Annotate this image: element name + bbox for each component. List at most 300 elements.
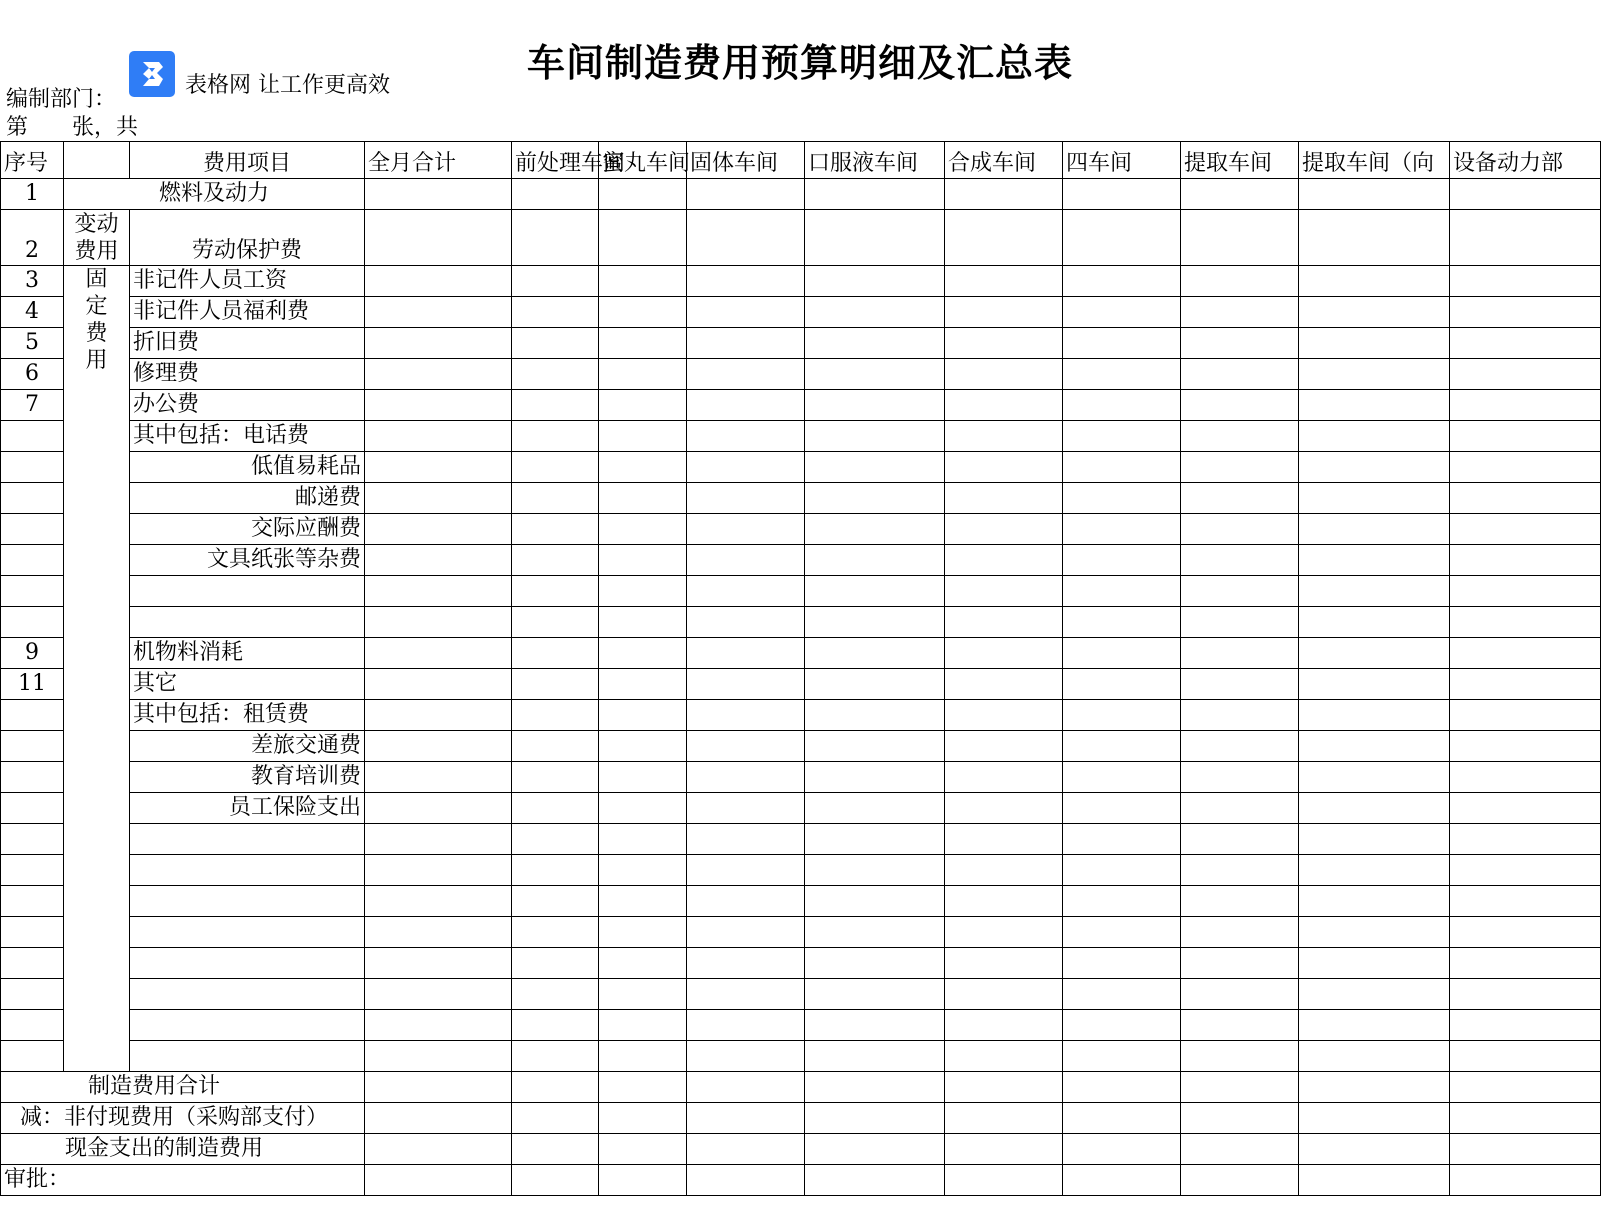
table-cell[interactable]: [1450, 359, 1601, 390]
table-cell[interactable]: [512, 514, 599, 545]
table-cell[interactable]: [945, 390, 1063, 421]
table-cell[interactable]: [1299, 1010, 1450, 1041]
table-cell[interactable]: [512, 824, 599, 855]
table-cell[interactable]: [1450, 948, 1601, 979]
table-cell[interactable]: [805, 1041, 945, 1072]
table-cell[interactable]: [1063, 1165, 1181, 1196]
table-cell[interactable]: [687, 1041, 805, 1072]
table-cell[interactable]: [1450, 390, 1601, 421]
table-cell[interactable]: [687, 1134, 805, 1165]
table-cell[interactable]: [1299, 1134, 1450, 1165]
table-cell[interactable]: [1450, 1165, 1601, 1196]
table-cell[interactable]: [365, 545, 512, 576]
table-cell[interactable]: [945, 886, 1063, 917]
table-cell[interactable]: [365, 948, 512, 979]
table-cell[interactable]: [1181, 210, 1299, 266]
table-cell[interactable]: [687, 545, 805, 576]
table-cell[interactable]: [1063, 1134, 1181, 1165]
table-cell[interactable]: [945, 297, 1063, 328]
table-cell[interactable]: [687, 452, 805, 483]
table-cell[interactable]: [805, 979, 945, 1010]
table-cell[interactable]: [599, 1103, 687, 1134]
table-cell[interactable]: [1450, 1103, 1601, 1134]
table-cell[interactable]: [1063, 700, 1181, 731]
table-cell[interactable]: [945, 700, 1063, 731]
table-cell[interactable]: [1, 452, 64, 483]
table-cell[interactable]: [1299, 297, 1450, 328]
table-cell[interactable]: [945, 514, 1063, 545]
table-cell[interactable]: [1299, 576, 1450, 607]
table-cell[interactable]: [1063, 390, 1181, 421]
table-cell[interactable]: [365, 855, 512, 886]
table-cell[interactable]: [1450, 917, 1601, 948]
table-cell[interactable]: [1063, 979, 1181, 1010]
table-cell[interactable]: [1299, 793, 1450, 824]
table-cell[interactable]: [130, 1041, 365, 1072]
table-cell[interactable]: [687, 179, 805, 210]
table-cell[interactable]: [599, 917, 687, 948]
table-cell[interactable]: [1, 793, 64, 824]
table-cell[interactable]: [1063, 762, 1181, 793]
table-cell[interactable]: [1, 421, 64, 452]
table-cell[interactable]: [365, 452, 512, 483]
table-cell[interactable]: [599, 855, 687, 886]
table-cell[interactable]: [1450, 607, 1601, 638]
table-cell[interactable]: [512, 1072, 599, 1103]
table-cell[interactable]: [805, 1103, 945, 1134]
table-cell[interactable]: [1450, 483, 1601, 514]
table-cell[interactable]: [805, 1165, 945, 1196]
table-cell[interactable]: [805, 452, 945, 483]
table-cell[interactable]: [1063, 179, 1181, 210]
table-cell[interactable]: [1063, 266, 1181, 297]
table-cell[interactable]: [365, 1165, 512, 1196]
table-cell[interactable]: [687, 669, 805, 700]
table-cell[interactable]: [945, 266, 1063, 297]
table-cell[interactable]: [1063, 1103, 1181, 1134]
table-cell[interactable]: [1299, 855, 1450, 886]
table-cell[interactable]: [1299, 731, 1450, 762]
table-cell[interactable]: [1299, 1103, 1450, 1134]
table-cell[interactable]: [1, 948, 64, 979]
table-cell[interactable]: [687, 855, 805, 886]
table-cell[interactable]: [1181, 1165, 1299, 1196]
table-cell[interactable]: [945, 179, 1063, 210]
table-cell[interactable]: [1063, 421, 1181, 452]
table-cell[interactable]: [945, 1010, 1063, 1041]
table-cell[interactable]: [805, 514, 945, 545]
table-cell[interactable]: [1299, 762, 1450, 793]
table-cell[interactable]: [687, 607, 805, 638]
table-cell[interactable]: [130, 824, 365, 855]
table-cell[interactable]: [1, 1010, 64, 1041]
table-cell[interactable]: [599, 886, 687, 917]
table-cell[interactable]: [805, 1010, 945, 1041]
table-cell[interactable]: [512, 1010, 599, 1041]
table-cell[interactable]: [1181, 948, 1299, 979]
table-cell[interactable]: [1450, 421, 1601, 452]
table-cell[interactable]: [1, 886, 64, 917]
table-cell[interactable]: [1299, 607, 1450, 638]
table-cell[interactable]: [1181, 1072, 1299, 1103]
table-cell[interactable]: [1181, 638, 1299, 669]
table-cell[interactable]: [805, 421, 945, 452]
table-cell[interactable]: [945, 762, 1063, 793]
table-cell[interactable]: [945, 1165, 1063, 1196]
table-cell[interactable]: [687, 390, 805, 421]
table-cell[interactable]: [599, 328, 687, 359]
table-cell[interactable]: [512, 545, 599, 576]
table-cell[interactable]: [512, 607, 599, 638]
table-cell[interactable]: [1063, 638, 1181, 669]
table-cell[interactable]: [512, 1103, 599, 1134]
table-cell[interactable]: [599, 1165, 687, 1196]
table-cell[interactable]: [512, 669, 599, 700]
table-cell[interactable]: [599, 638, 687, 669]
table-cell[interactable]: [1450, 514, 1601, 545]
table-cell[interactable]: [1299, 917, 1450, 948]
table-cell[interactable]: [599, 179, 687, 210]
table-cell[interactable]: [1450, 1072, 1601, 1103]
table-cell[interactable]: [805, 328, 945, 359]
table-cell[interactable]: [1063, 545, 1181, 576]
table-cell[interactable]: [945, 979, 1063, 1010]
table-cell[interactable]: [687, 979, 805, 1010]
table-cell[interactable]: [1299, 328, 1450, 359]
table-cell[interactable]: [1063, 886, 1181, 917]
table-cell[interactable]: [599, 483, 687, 514]
table-cell[interactable]: [130, 979, 365, 1010]
table-cell[interactable]: [599, 266, 687, 297]
table-cell[interactable]: [1181, 483, 1299, 514]
table-cell[interactable]: [599, 514, 687, 545]
table-cell[interactable]: [1181, 824, 1299, 855]
table-cell[interactable]: [1063, 576, 1181, 607]
table-cell[interactable]: [1063, 483, 1181, 514]
table-cell[interactable]: [599, 1041, 687, 1072]
table-cell[interactable]: [599, 545, 687, 576]
table-cell[interactable]: [805, 762, 945, 793]
table-cell[interactable]: [512, 762, 599, 793]
table-cell[interactable]: [687, 1010, 805, 1041]
table-cell[interactable]: [805, 793, 945, 824]
table-cell[interactable]: [130, 607, 365, 638]
table-cell[interactable]: [687, 731, 805, 762]
table-cell[interactable]: [1, 917, 64, 948]
table-cell[interactable]: [945, 545, 1063, 576]
table-cell[interactable]: [1063, 731, 1181, 762]
table-cell[interactable]: [1450, 886, 1601, 917]
table-cell[interactable]: [365, 390, 512, 421]
table-cell[interactable]: [945, 1103, 1063, 1134]
table-cell[interactable]: [805, 607, 945, 638]
table-cell[interactable]: [365, 483, 512, 514]
table-cell[interactable]: [365, 731, 512, 762]
table-cell[interactable]: [599, 452, 687, 483]
table-cell[interactable]: [599, 762, 687, 793]
table-cell[interactable]: [1299, 359, 1450, 390]
table-cell[interactable]: [599, 359, 687, 390]
table-cell[interactable]: [599, 421, 687, 452]
table-cell[interactable]: [1450, 328, 1601, 359]
table-cell[interactable]: [1063, 607, 1181, 638]
table-cell[interactable]: [512, 179, 599, 210]
table-cell[interactable]: [687, 638, 805, 669]
table-cell[interactable]: [687, 1165, 805, 1196]
table-cell[interactable]: [687, 210, 805, 266]
table-cell[interactable]: [365, 1072, 512, 1103]
table-cell[interactable]: [805, 266, 945, 297]
table-cell[interactable]: [1063, 359, 1181, 390]
table-cell[interactable]: [1063, 452, 1181, 483]
table-cell[interactable]: [130, 917, 365, 948]
table-cell[interactable]: [512, 1165, 599, 1196]
table-cell[interactable]: [130, 1010, 365, 1041]
table-cell[interactable]: [1, 979, 64, 1010]
table-cell[interactable]: [945, 948, 1063, 979]
table-cell[interactable]: [1, 576, 64, 607]
table-cell[interactable]: [512, 210, 599, 266]
table-cell[interactable]: [1181, 855, 1299, 886]
table-cell[interactable]: [365, 359, 512, 390]
table-cell[interactable]: [1, 731, 64, 762]
table-cell[interactable]: [512, 452, 599, 483]
table-cell[interactable]: [1450, 297, 1601, 328]
table-cell[interactable]: [1063, 917, 1181, 948]
table-cell[interactable]: [687, 576, 805, 607]
table-cell[interactable]: [365, 328, 512, 359]
table-cell[interactable]: [945, 1041, 1063, 1072]
table-cell[interactable]: [1450, 824, 1601, 855]
table-cell[interactable]: [1450, 700, 1601, 731]
table-cell[interactable]: [805, 824, 945, 855]
table-cell[interactable]: [805, 359, 945, 390]
table-cell[interactable]: [512, 359, 599, 390]
table-cell[interactable]: [1181, 731, 1299, 762]
table-cell[interactable]: [599, 576, 687, 607]
table-cell[interactable]: [945, 793, 1063, 824]
table-cell[interactable]: [805, 1072, 945, 1103]
table-cell[interactable]: [365, 979, 512, 1010]
table-cell[interactable]: [365, 1010, 512, 1041]
table-cell[interactable]: [687, 514, 805, 545]
table-cell[interactable]: [365, 576, 512, 607]
table-cell[interactable]: [1181, 297, 1299, 328]
table-cell[interactable]: [1299, 638, 1450, 669]
table-cell[interactable]: [1299, 390, 1450, 421]
table-cell[interactable]: [599, 669, 687, 700]
table-cell[interactable]: [599, 297, 687, 328]
table-cell[interactable]: [687, 824, 805, 855]
table-cell[interactable]: [945, 328, 1063, 359]
table-cell[interactable]: [1181, 1010, 1299, 1041]
table-cell[interactable]: [805, 886, 945, 917]
table-cell[interactable]: [1181, 179, 1299, 210]
table-cell[interactable]: [512, 421, 599, 452]
table-cell[interactable]: [1181, 576, 1299, 607]
table-cell[interactable]: [1299, 948, 1450, 979]
table-cell[interactable]: [1299, 514, 1450, 545]
table-cell[interactable]: [1063, 669, 1181, 700]
table-cell[interactable]: [687, 359, 805, 390]
table-cell[interactable]: [1, 855, 64, 886]
table-cell[interactable]: [945, 917, 1063, 948]
table-cell[interactable]: [365, 1134, 512, 1165]
table-cell[interactable]: [1, 1041, 64, 1072]
table-cell[interactable]: [805, 948, 945, 979]
table-cell[interactable]: [1181, 1103, 1299, 1134]
table-cell[interactable]: [1299, 179, 1450, 210]
table-cell[interactable]: [1063, 1041, 1181, 1072]
table-cell[interactable]: [805, 855, 945, 886]
table-cell[interactable]: [365, 266, 512, 297]
table-cell[interactable]: [1063, 1010, 1181, 1041]
table-cell[interactable]: [805, 576, 945, 607]
table-cell[interactable]: [512, 328, 599, 359]
table-cell[interactable]: [512, 638, 599, 669]
table-cell[interactable]: [1450, 266, 1601, 297]
table-cell[interactable]: [805, 297, 945, 328]
table-cell[interactable]: [1450, 731, 1601, 762]
table-cell[interactable]: [1181, 359, 1299, 390]
table-cell[interactable]: [1299, 886, 1450, 917]
table-cell[interactable]: [512, 700, 599, 731]
table-cell[interactable]: [1299, 545, 1450, 576]
table-cell[interactable]: [512, 948, 599, 979]
table-cell[interactable]: [1181, 700, 1299, 731]
table-cell[interactable]: [365, 1041, 512, 1072]
table-cell[interactable]: [365, 607, 512, 638]
table-cell[interactable]: [512, 1041, 599, 1072]
table-cell[interactable]: [599, 979, 687, 1010]
table-cell[interactable]: [1181, 421, 1299, 452]
table-cell[interactable]: [512, 297, 599, 328]
table-cell[interactable]: [365, 297, 512, 328]
table-cell[interactable]: [1450, 452, 1601, 483]
table-cell[interactable]: [945, 669, 1063, 700]
table-cell[interactable]: [1063, 824, 1181, 855]
table-cell[interactable]: [365, 669, 512, 700]
table-cell[interactable]: [805, 179, 945, 210]
table-cell[interactable]: [1299, 669, 1450, 700]
table-cell[interactable]: [1450, 855, 1601, 886]
table-cell[interactable]: [365, 210, 512, 266]
table-cell[interactable]: [945, 855, 1063, 886]
table-cell[interactable]: [512, 793, 599, 824]
table-cell[interactable]: [1450, 576, 1601, 607]
table-cell[interactable]: [687, 421, 805, 452]
table-cell[interactable]: [130, 886, 365, 917]
table-cell[interactable]: [512, 1134, 599, 1165]
table-cell[interactable]: [945, 638, 1063, 669]
table-cell[interactable]: [1299, 1165, 1450, 1196]
table-cell[interactable]: [130, 855, 365, 886]
table-cell[interactable]: [365, 762, 512, 793]
table-cell[interactable]: [1299, 421, 1450, 452]
table-cell[interactable]: [687, 328, 805, 359]
table-cell[interactable]: [1299, 824, 1450, 855]
table-cell[interactable]: [1063, 855, 1181, 886]
table-cell[interactable]: [687, 1103, 805, 1134]
table-cell[interactable]: [945, 1072, 1063, 1103]
table-cell[interactable]: [599, 1010, 687, 1041]
table-cell[interactable]: [805, 917, 945, 948]
table-cell[interactable]: [1299, 483, 1450, 514]
table-cell[interactable]: [1181, 266, 1299, 297]
table-cell[interactable]: [687, 700, 805, 731]
table-cell[interactable]: [1299, 266, 1450, 297]
table-cell[interactable]: [1181, 1041, 1299, 1072]
table-cell[interactable]: [512, 483, 599, 514]
table-cell[interactable]: [1299, 452, 1450, 483]
table-cell[interactable]: [945, 483, 1063, 514]
table-cell[interactable]: [1450, 1041, 1601, 1072]
table-cell[interactable]: [1063, 514, 1181, 545]
table-cell[interactable]: [512, 917, 599, 948]
table-cell[interactable]: [512, 266, 599, 297]
table-cell[interactable]: [1299, 700, 1450, 731]
table-cell[interactable]: [512, 979, 599, 1010]
table-cell[interactable]: [1, 607, 64, 638]
table-cell[interactable]: [805, 210, 945, 266]
table-cell[interactable]: [1063, 948, 1181, 979]
table-cell[interactable]: [1181, 1134, 1299, 1165]
table-cell[interactable]: [1181, 390, 1299, 421]
table-cell[interactable]: [1, 700, 64, 731]
table-cell[interactable]: [945, 421, 1063, 452]
table-cell[interactable]: [687, 917, 805, 948]
table-cell[interactable]: [945, 576, 1063, 607]
table-cell[interactable]: [945, 607, 1063, 638]
table-cell[interactable]: [805, 731, 945, 762]
table-cell[interactable]: [1181, 545, 1299, 576]
table-cell[interactable]: [945, 452, 1063, 483]
table-cell[interactable]: [130, 576, 365, 607]
table-cell[interactable]: [365, 179, 512, 210]
table-cell[interactable]: [1181, 917, 1299, 948]
table-cell[interactable]: [1299, 1041, 1450, 1072]
table-cell[interactable]: [1, 545, 64, 576]
table-cell[interactable]: [599, 731, 687, 762]
table-cell[interactable]: [687, 266, 805, 297]
table-cell[interactable]: [1181, 514, 1299, 545]
table-cell[interactable]: [1063, 297, 1181, 328]
table-cell[interactable]: [1450, 545, 1601, 576]
table-cell[interactable]: [805, 638, 945, 669]
table-cell[interactable]: [1450, 638, 1601, 669]
table-cell[interactable]: [1181, 607, 1299, 638]
table-cell[interactable]: [805, 483, 945, 514]
table-cell[interactable]: [365, 514, 512, 545]
table-cell[interactable]: [687, 1072, 805, 1103]
table-cell[interactable]: [1299, 1072, 1450, 1103]
table-cell[interactable]: [1, 762, 64, 793]
table-cell[interactable]: [1299, 979, 1450, 1010]
table-cell[interactable]: [1181, 793, 1299, 824]
table-cell[interactable]: [805, 669, 945, 700]
table-cell[interactable]: [687, 886, 805, 917]
table-cell[interactable]: [365, 917, 512, 948]
table-cell[interactable]: [1450, 210, 1601, 266]
table-cell[interactable]: [130, 948, 365, 979]
table-cell[interactable]: [365, 421, 512, 452]
table-cell[interactable]: [805, 700, 945, 731]
table-cell[interactable]: [1063, 793, 1181, 824]
table-cell[interactable]: [805, 1134, 945, 1165]
table-cell[interactable]: [512, 731, 599, 762]
table-cell[interactable]: [1063, 328, 1181, 359]
table-cell[interactable]: [945, 824, 1063, 855]
